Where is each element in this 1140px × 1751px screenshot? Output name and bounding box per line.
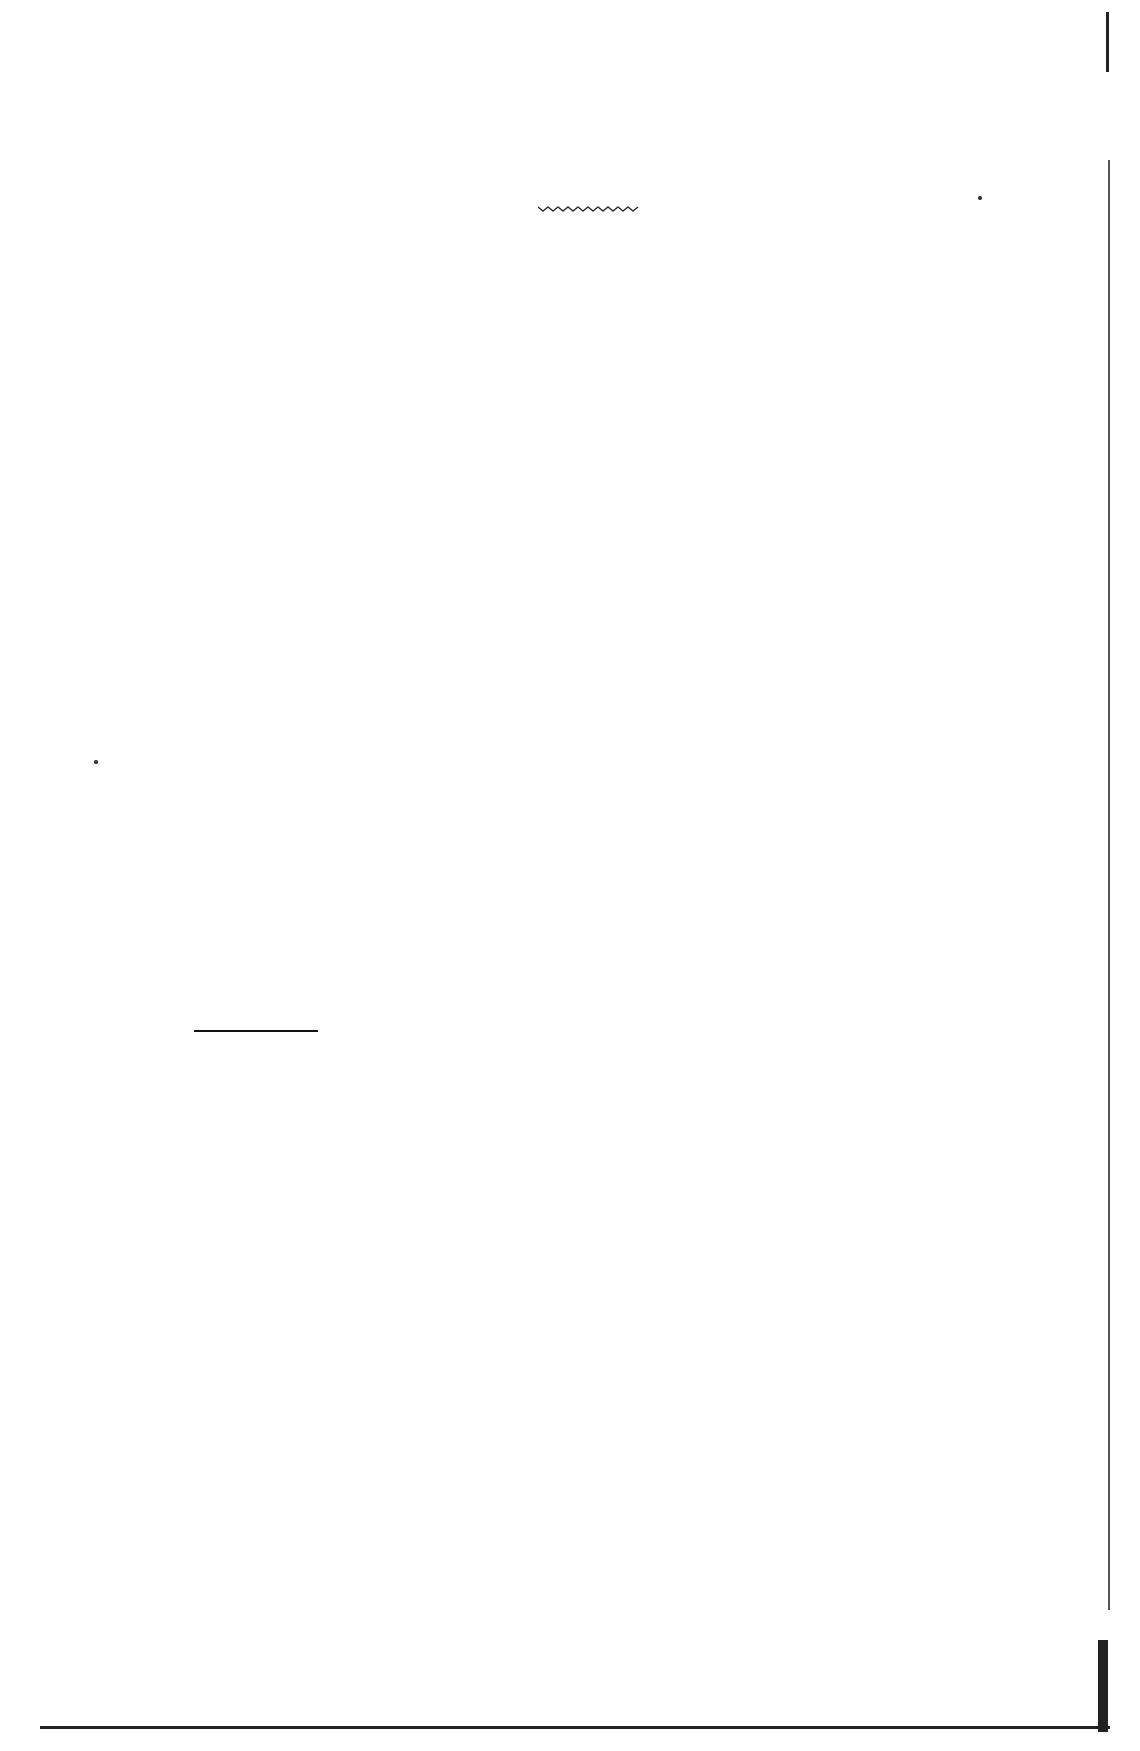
scan-edge-right — [1108, 160, 1110, 1610]
scan-edge-top — [1106, 12, 1109, 72]
page-number-rule — [538, 206, 640, 212]
scan-edge-bottom-line — [40, 1726, 1110, 1729]
scan-edge-bottom — [1098, 1640, 1108, 1732]
scan-dot — [978, 196, 982, 200]
footnote-rule — [194, 1030, 318, 1032]
scan-dot — [94, 760, 98, 764]
